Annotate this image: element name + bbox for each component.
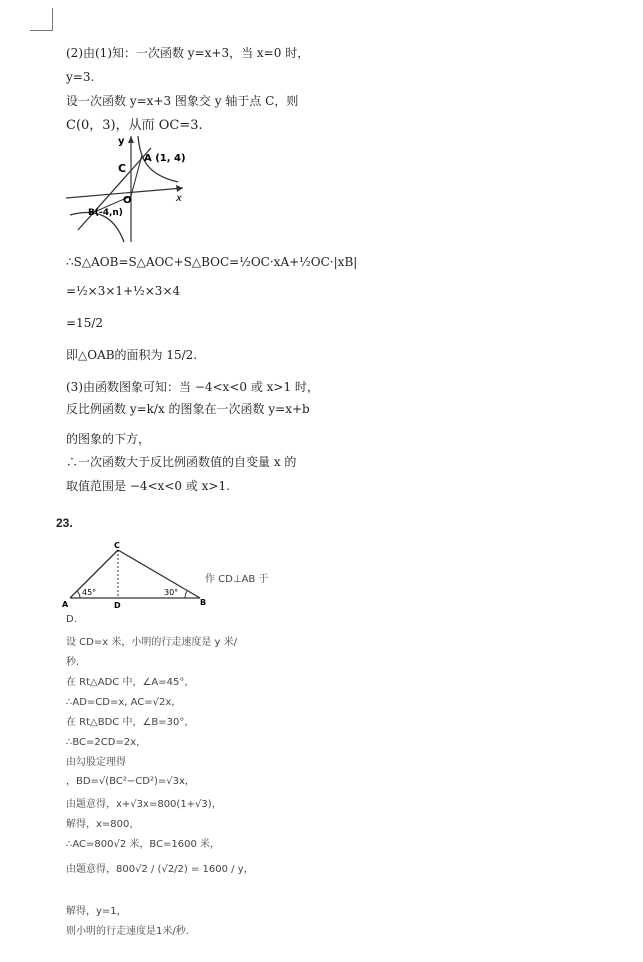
solution-line: ∴S△AOB=S△AOC+S△BOC=½OC·xA+½OC·|xB| — [66, 255, 358, 269]
page-corner-mark — [30, 8, 53, 31]
angle-b-label: 30° — [164, 588, 179, 597]
angle-b-arc — [185, 591, 187, 598]
q23-line: ，BD=√(BC²−CD²)=√3x， — [66, 776, 195, 787]
origin-label: O — [123, 195, 132, 206]
vertex-b-label: B — [200, 598, 207, 607]
solution-line: ∴一次函数大于反比例函数值的自变量 x 的 — [66, 455, 297, 469]
y-axis-label: y — [118, 136, 125, 147]
segment-bc — [118, 550, 200, 598]
solution-line: C(0，3)，从而 OC=3. — [66, 118, 203, 133]
segment-oa — [131, 155, 142, 196]
solution-line: 取值范围是 −4<x<0 或 x>1. — [66, 479, 230, 493]
angle-a-label: 45° — [82, 588, 97, 597]
vertex-c-label: C — [114, 541, 120, 550]
q23-line: D. — [66, 614, 77, 625]
solution-line: (3)由函数图象可知：当 −4<x<0 或 x>1 时， — [66, 380, 319, 394]
vertex-a-label: A — [62, 600, 69, 609]
q23-line: 解得，y=1， — [66, 906, 127, 917]
question-number: 23. — [56, 516, 73, 530]
q23-line: 秒. — [66, 657, 80, 668]
solution-line: y=3. — [66, 70, 95, 84]
function-graph — [66, 130, 191, 245]
solution-line: (2)由(1)知：一次函数 y=x+3，当 x=0 时， — [66, 46, 310, 60]
solution-line: 的图象的下方， — [66, 432, 151, 446]
solution-line: 即△OAB的面积为 15/2. — [66, 348, 198, 362]
y-axis-arrow — [128, 136, 134, 143]
q23-line: 在 Rt△ADC 中，∠A=45°， — [66, 677, 195, 688]
q23-line: 由题意得，x+√3x=800(1+√3)， — [66, 799, 222, 810]
q23-line: 则小明的行走速度是1米/秒. — [66, 926, 189, 937]
q23-line: ∴BC=2CD=2x， — [66, 737, 147, 748]
triangle-figure — [60, 540, 210, 610]
q23-line: 在 Rt△BDC 中，∠B=30°， — [66, 717, 195, 728]
q23-line: 解得，x=800， — [66, 819, 140, 830]
q23-line: 由勾股定理得 — [66, 757, 126, 768]
q23-line: 设 CD=x 米，小明的行走速度是 y 米/ — [66, 637, 237, 648]
point-c-label: C — [118, 162, 127, 175]
solution-line: 反比例函数 y=k/x 的图象在一次函数 y=x+b — [66, 402, 310, 416]
q23-line: 由题意得，800√2 / (√2/2) = 1600 / y， — [66, 864, 254, 875]
solution-line: =½×3×1+½×3×4 — [66, 284, 181, 298]
q23-line: ∴AD=CD=x, AC=√2x， — [66, 697, 182, 708]
angle-a-arc — [77, 591, 80, 598]
x-axis-arrow — [176, 185, 183, 192]
side-note: 作 CD⊥AB 于 — [205, 574, 269, 585]
x-axis-label: x — [176, 193, 182, 204]
q23-line: ∴AC=800√2 米，BC=1600 米， — [66, 839, 221, 850]
solution-line: =15/2 — [66, 316, 104, 330]
solution-line: 设一次函数 y=x+3 图象交 y 轴于点 C，则 — [66, 94, 299, 108]
vertex-d-label: D — [114, 601, 121, 610]
point-b-label: B(-4,n) — [88, 208, 123, 218]
point-a-label: A (1, 4) — [144, 153, 186, 164]
